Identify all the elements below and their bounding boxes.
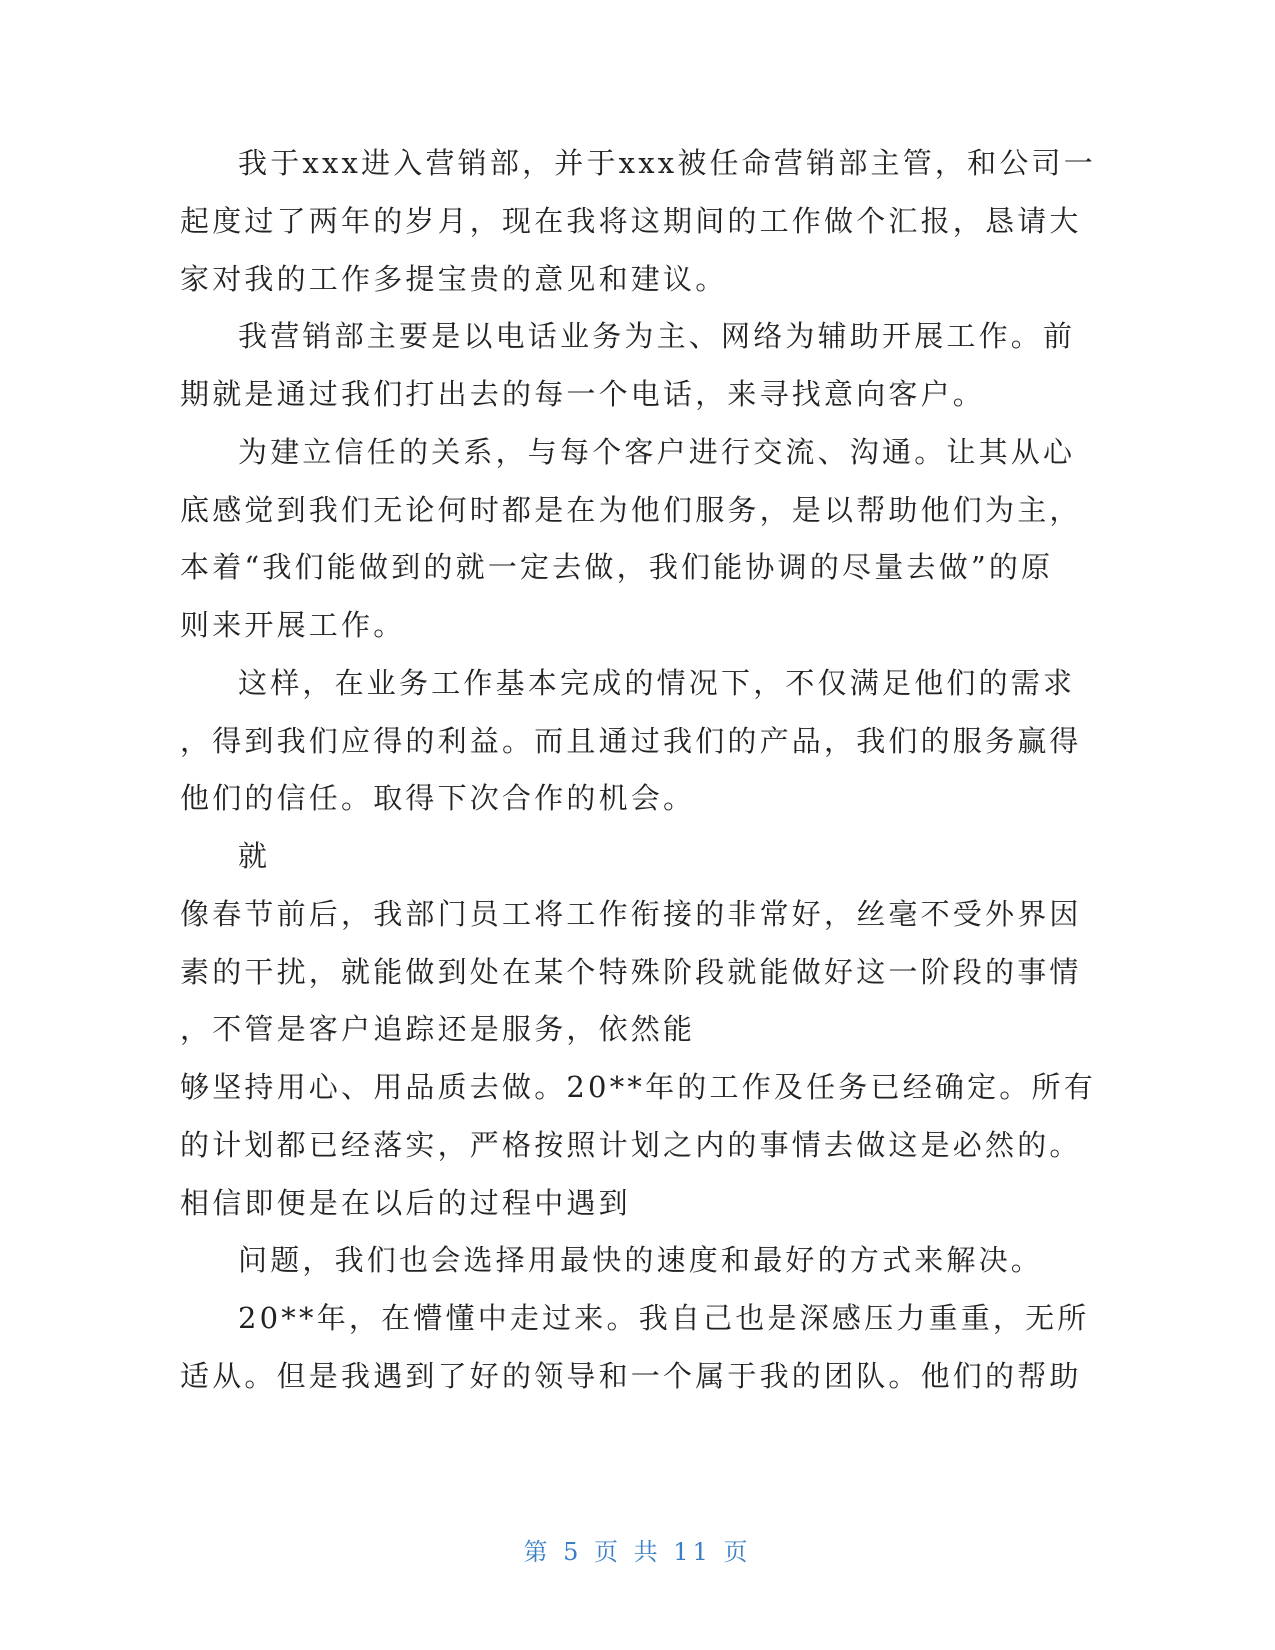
paragraph-5-line-7: 相信即便是在以后的过程中遇到 [180,1186,631,1220]
paragraph-2-line-1: 我营销部主要是以电话业务为主、网络为辅助开展工作。前 [238,319,1076,353]
paragraph-5-line-4: ，不管是客户追踪还是服务，依然能 [180,1012,696,1046]
paragraph-1-line-3: 家对我的工作多提宝贵的意见和建议。 [180,262,728,296]
paragraph-1-line-1: 我于xxx进入营销部，并于xxx被任命营销部主管，和公司一 [238,146,1096,180]
paragraph-3-line-2: 底感觉到我们无论何时都是在为他们服务，是以帮助他们为主， [180,493,1082,527]
paragraph-3-line-1: 为建立信任的关系，与每个客户进行交流、沟通。让其从心 [238,435,1076,469]
paragraph-2-line-2: 期就是通过我们打出去的每一个电话，来寻找意向客户。 [180,377,986,411]
paragraph-4-line-2: ，得到我们应得的利益。而且通过我们的产品，我们的服务赢得 [180,724,1082,758]
paragraph-3-line-3: 本着“我们能做到的就一定去做，我们能协调的尽量去做”的原 [180,550,1054,584]
page-number-footer: 第 5 页 共 11 页 [523,1538,752,1566]
paragraph-1-line-2: 起度过了两年的岁月，现在我将这期间的工作做个汇报，恳请大 [180,204,1082,238]
paragraph-6-line-1: 问题，我们也会选择用最快的速度和最好的方式来解决。 [238,1243,1044,1277]
paragraph-7-line-2: 适从。但是我遇到了好的领导和一个属于我的团队。他们的帮助 [180,1359,1082,1393]
paragraph-5-line-2: 像春节前后，我部门员工将工作衔接的非常好，丝毫不受外界因 [180,897,1082,931]
paragraph-5-line-3: 素的干扰，就能做到处在某个特殊阶段就能做好这一阶段的事情 [180,955,1082,989]
paragraph-4-line-1: 这样，在业务工作基本完成的情况下，不仅满足他们的需求 [238,666,1076,700]
paragraph-5-line-1: 就 [238,839,271,873]
paragraph-5-line-5: 够坚持用心、用品质去做。20**年的工作及任务已经确定。所有 [180,1070,1096,1104]
paragraph-4-line-3: 他们的信任。取得下次合作的机会。 [180,781,696,815]
paragraph-7-line-1: 20**年，在懵懂中走过来。我自己也是深感压力重重，无所 [238,1301,1090,1335]
paragraph-5-line-6: 的计划都已经落实，严格按照计划之内的事情去做这是必然的。 [180,1128,1082,1162]
paragraph-3-line-4: 则来开展工作。 [180,608,406,642]
